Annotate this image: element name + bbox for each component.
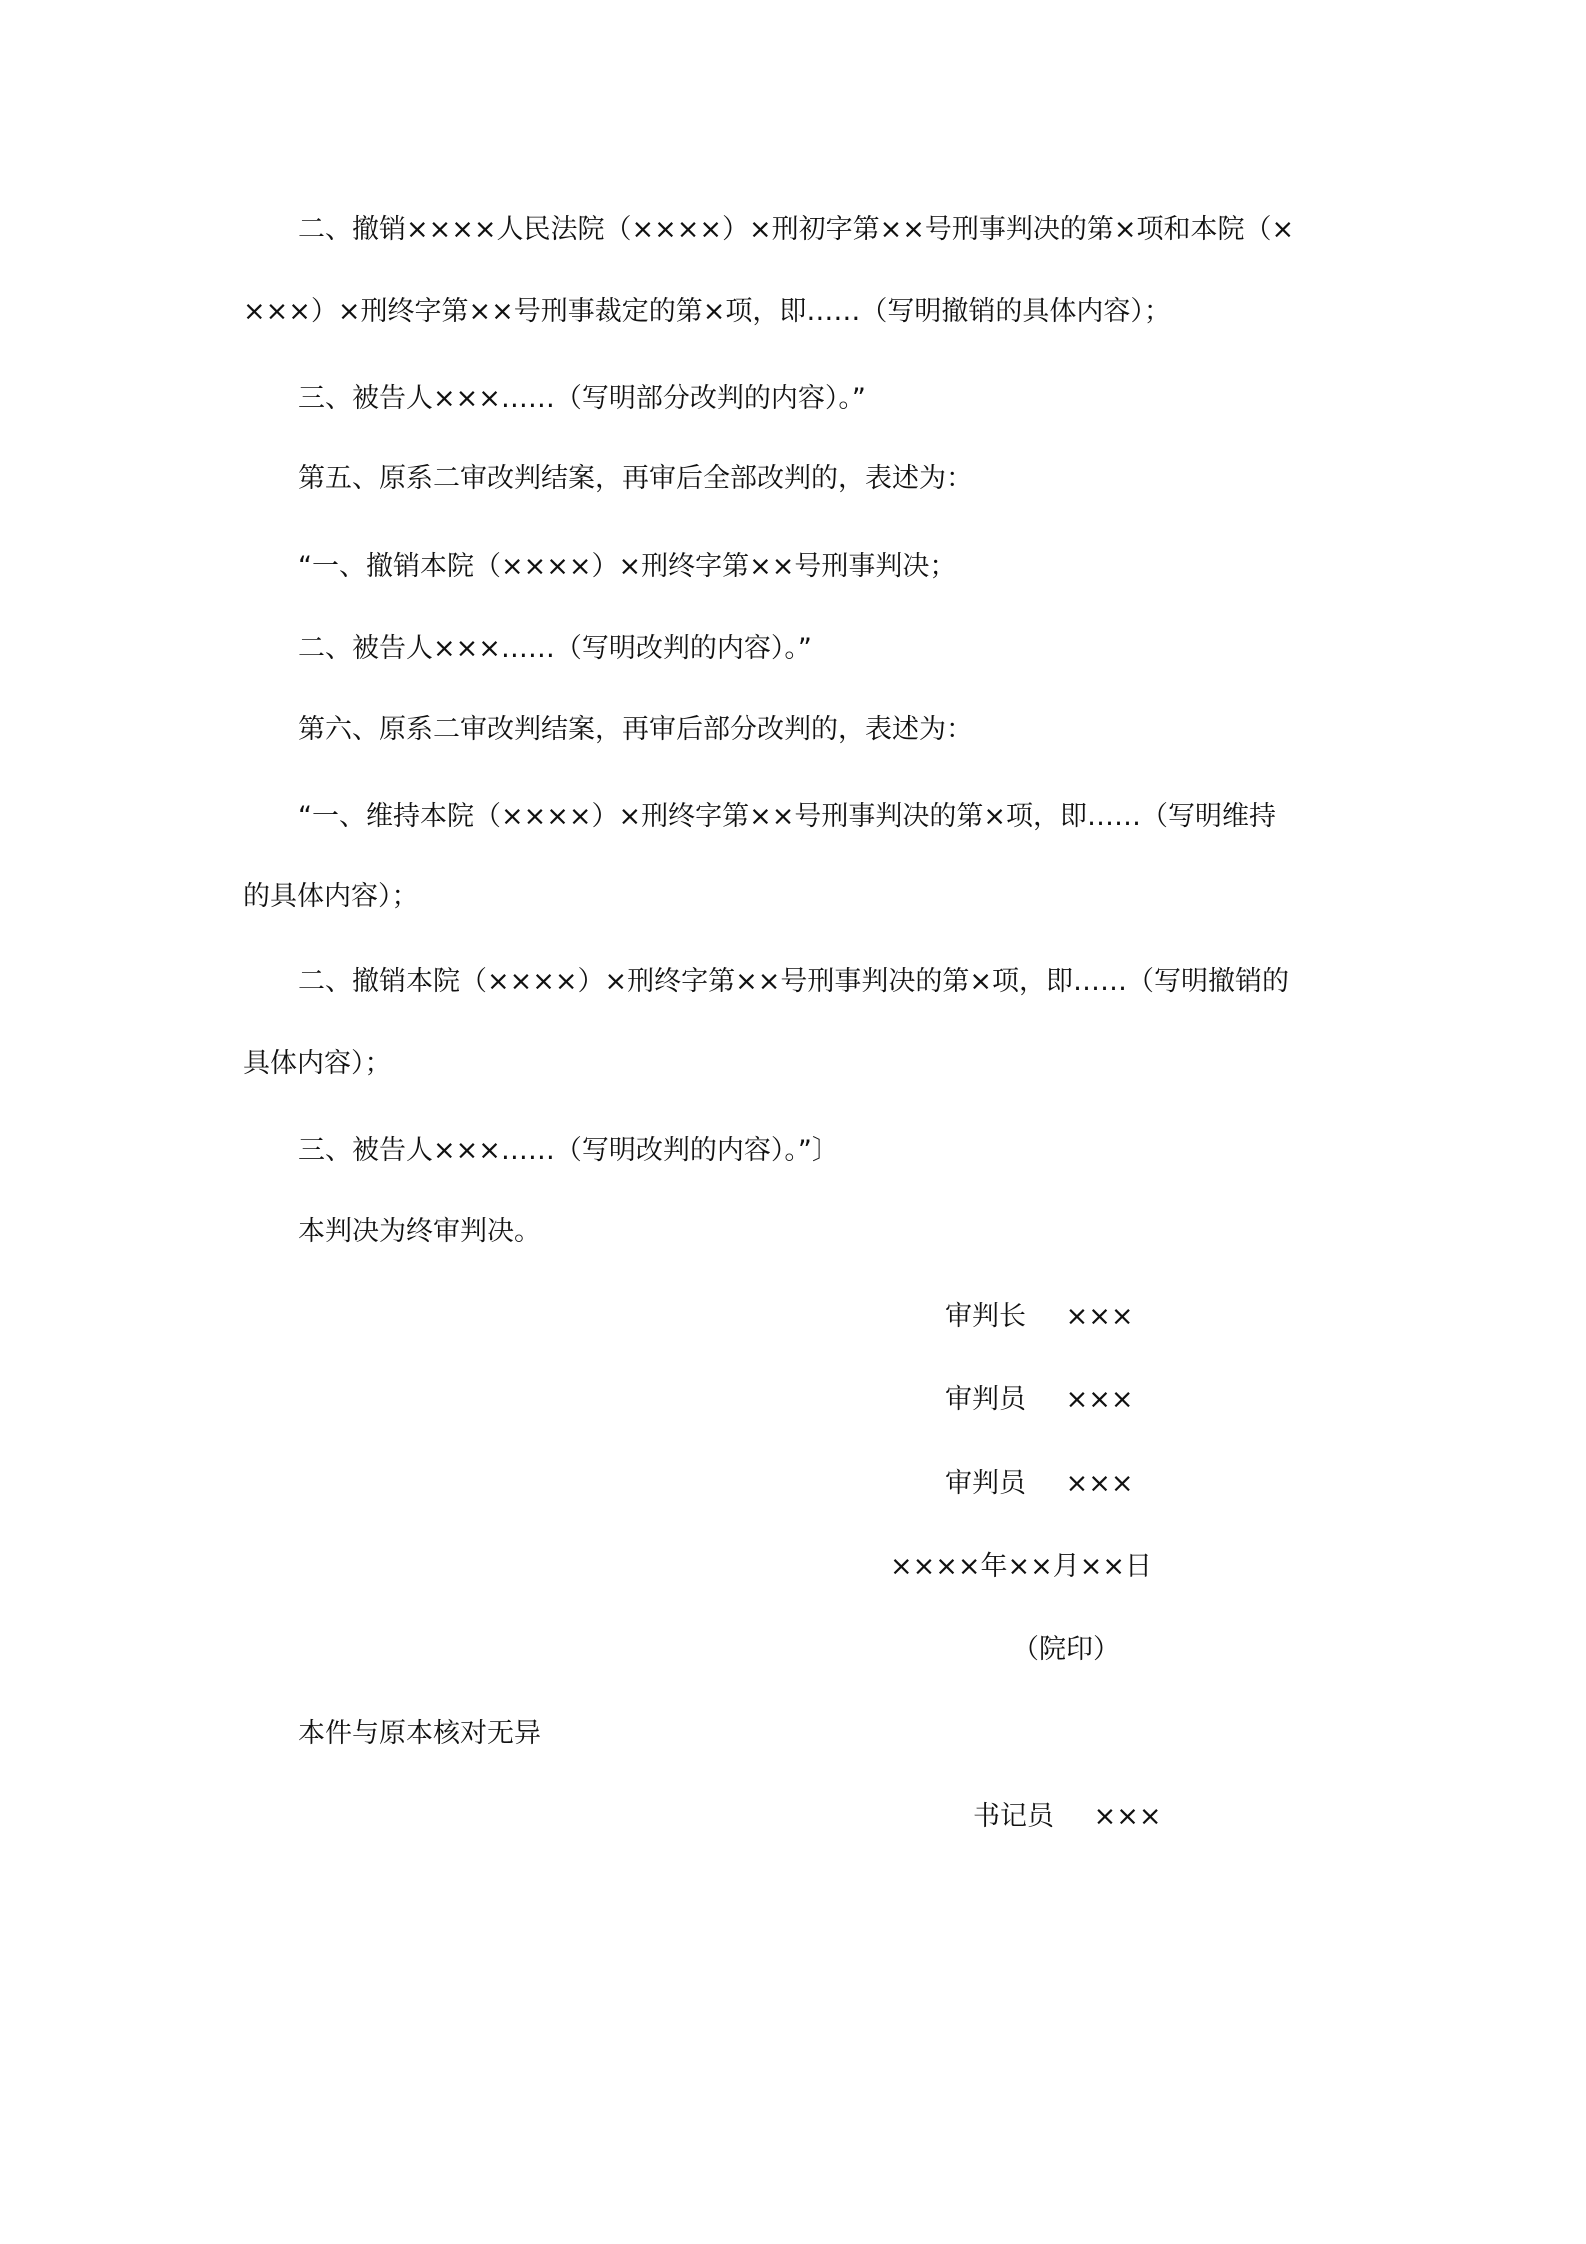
paragraph-line-1: 二、撤销××××人民法院（××××）×刑初字第××号刑事判决的第×项和本院（× xyxy=(298,214,1295,245)
signature-name: ××× xyxy=(1093,1801,1162,1832)
paragraph-line-6: 二、被告人×××……（写明改判的内容）。” xyxy=(298,633,812,664)
signature-judge-1 xyxy=(945,1383,1265,1417)
paragraph-line-8: “一、维持本院（××××）×刑终字第××号刑事判决的第×项，即……（写明维持 xyxy=(298,801,1276,832)
paragraph-line-4: 第五、原系二审改判结案，再审后全部改判的，表述为： xyxy=(298,463,973,494)
paragraph-line-3: 三、被告人×××……（写明部分改判的内容）。” xyxy=(298,383,866,414)
signature-presiding-judge xyxy=(945,1300,1265,1334)
paragraph-line-9: 的具体内容）； xyxy=(243,881,419,912)
signature-name: ××× xyxy=(1065,1384,1134,1415)
signature-role: 审判长 xyxy=(945,1301,1026,1332)
court-seal-note: （院印） xyxy=(1012,1634,1120,1665)
signature-role: 书记员 xyxy=(973,1801,1054,1832)
signature-role: 审判员 xyxy=(945,1468,1026,1499)
paragraph-line-12: 三、被告人×××……（写明改判的内容）。”〕 xyxy=(298,1135,839,1166)
signature-name: ××× xyxy=(1065,1468,1134,1499)
paragraph-line-11: 具体内容）； xyxy=(243,1048,392,1079)
signature-clerk xyxy=(973,1800,1293,1834)
signature-role: 审判员 xyxy=(945,1384,1026,1415)
paragraph-line-2: ×××）×刑终字第××号刑事裁定的第×项，即……（写明撤销的具体内容）； xyxy=(243,296,1171,327)
signature-name: ××× xyxy=(1065,1301,1134,1332)
paragraph-line-5: “一、撤销本院（××××）×刑终字第××号刑事判决； xyxy=(298,551,957,582)
paragraph-line-13: 本判决为终审判决。 xyxy=(298,1216,541,1247)
paragraph-line-7: 第六、原系二审改判结案，再审后部分改判的，表述为： xyxy=(298,714,973,745)
verification-note: 本件与原本核对无异 xyxy=(298,1718,541,1749)
signature-judge-2 xyxy=(945,1467,1265,1501)
judgment-date: ××××年××月××日 xyxy=(890,1551,1152,1582)
paragraph-line-10: 二、撤销本院（××××）×刑终字第××号刑事判决的第×项，即……（写明撤销的 xyxy=(298,966,1289,997)
